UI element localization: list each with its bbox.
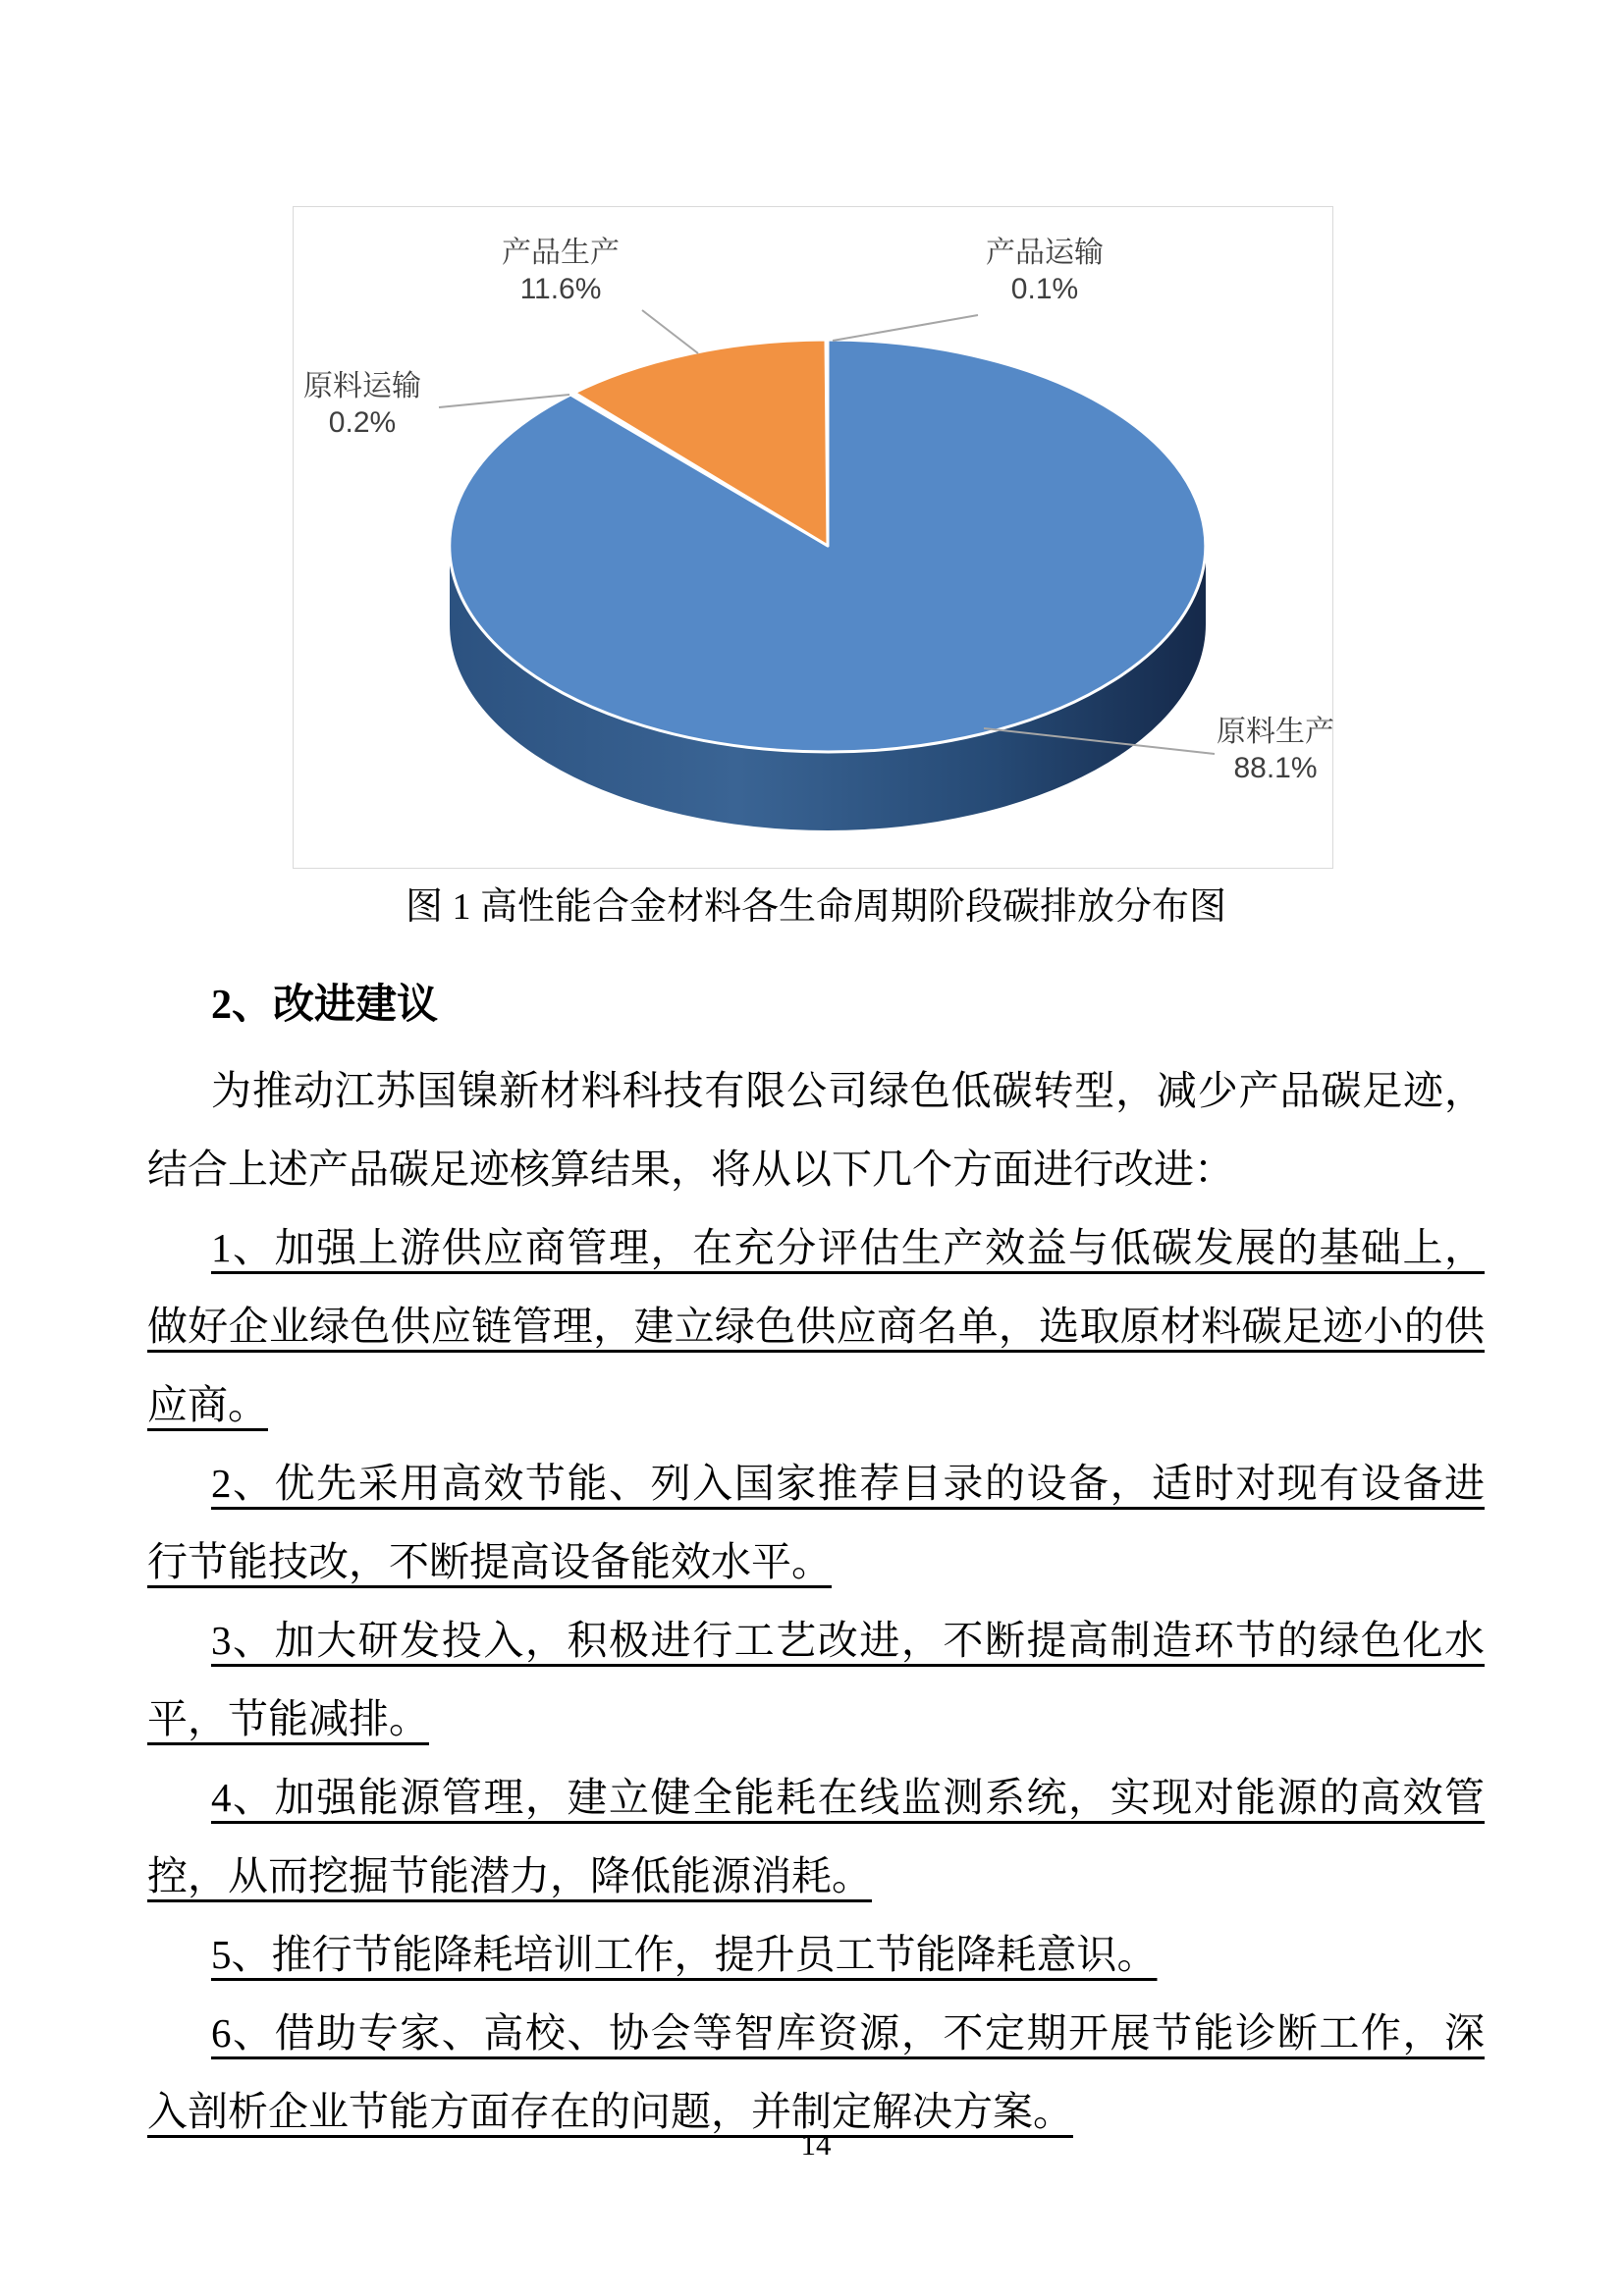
leader-line-product-transport: [833, 315, 978, 341]
body-line: 1、加强上游供应商管理，在充分评估生产效益与低碳发展的基础上，: [211, 1225, 1485, 1270]
body-line: 应商。: [147, 1382, 268, 1427]
figure-caption: 图 1 高性能合金材料各生命周期阶段碳排放分布图: [405, 886, 1226, 928]
body-line: 2、优先采用高效节能、列入国家推荐目录的设备，适时对现有设备进: [211, 1461, 1485, 1506]
pie-label-pct: 0.2%: [328, 406, 397, 439]
section-heading: 2、改进建议: [211, 983, 439, 1028]
pie-label-name: 产品运输: [986, 237, 1104, 269]
body-line: 结合上述产品碳足迹核算结果，将从以下几个方面进行改进：: [147, 1147, 1234, 1192]
body-line: 行节能技改，不断提高设备能效水平。: [147, 1539, 832, 1584]
body-line: 为推动江苏国镍新材料科技有限公司绿色低碳转型，减少产品碳足迹，: [211, 1068, 1485, 1113]
pie-label-raw-material-transport: [303, 368, 421, 441]
body-line: 平，节能减排。: [147, 1696, 429, 1741]
figure-chart-area: [293, 206, 1333, 869]
pie-label-name: 原料生产: [1217, 716, 1334, 748]
pie-chart: [294, 207, 1332, 868]
body-line: 入剖析企业节能方面存在的问题，并制定解决方案。: [147, 2089, 1073, 2134]
pie-label-raw-material-production: [1217, 714, 1334, 786]
pie-label-name: 原料运输: [303, 370, 421, 402]
pie-label-pct: 11.6%: [519, 273, 602, 305]
body-line: 5、推行节能降耗培训工作，提升员工节能降耗意识。: [211, 1932, 1158, 1977]
body-line: 6、借助专家、高校、协会等智库资源，不定期开展节能诊断工作，深: [211, 2010, 1485, 2056]
pie-label-pct: 88.1%: [1233, 752, 1318, 784]
body-line: 控，从而挖掘节能潜力，降低能源消耗。: [147, 1853, 872, 1898]
pie-label-product-production: [502, 235, 620, 307]
page-number: 14: [800, 2127, 832, 2162]
pie-label-name: 产品生产: [502, 237, 620, 269]
pie-label-product-transport: [986, 235, 1104, 307]
body-line: 4、加强能源管理，建立健全能耗在线监测系统，实现对能源的高效管: [211, 1775, 1485, 1820]
leader-line-product-production: [642, 310, 698, 353]
body-line: 做好企业绿色供应链管理，建立绿色供应商名单，选取原材料碳足迹小的供: [147, 1304, 1485, 1349]
body-line: 3、加大研发投入，积极进行工艺改进，不断提高制造环节的绿色化水: [211, 1618, 1485, 1663]
pie-label-pct: 0.1%: [1010, 273, 1079, 305]
